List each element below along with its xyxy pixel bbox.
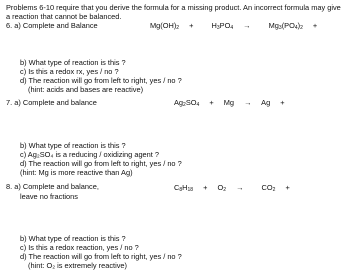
p8-plus: + <box>203 183 208 192</box>
problem-7-hint: (hint: Mg is more reactive than Ag) <box>20 168 133 177</box>
intro-text: Problems 6-10 require that you derive the formula for a missing product. An incorrect formula may give a reaction that cannot be balanced. <box>6 3 341 21</box>
p6-plus-2: + <box>312 21 318 30</box>
problem-8-part-c: c) Is this a redox reaction, yes / no ? <box>20 243 139 252</box>
p6-reactant-1: $Mg(OH)_2$ <box>150 21 180 31</box>
p7-reactant-2: Mg <box>223 98 235 107</box>
problem-8-equation <box>174 183 290 192</box>
problem-8-part-d: d) The reaction will go from left to right, yes / no ? <box>20 252 182 261</box>
p8-product-1: $CO_2$ <box>261 183 276 193</box>
p8-reactant-2: $O_2$ <box>217 183 227 193</box>
p8-arrow: → <box>236 183 244 192</box>
p6-product-1: $Mg_3(PO_4)_2$ <box>268 21 303 31</box>
problem-6-hint: (hint: acids and bases are reactive) <box>28 85 144 94</box>
problem-6-part-d: d) The reaction will go from left to right, yes / no ? <box>20 76 182 85</box>
problem-8-number: 8. <box>6 182 13 191</box>
p7-plus: + <box>209 98 214 107</box>
problem-7-part-a <box>6 98 97 107</box>
problem-7-part-b: b) What type of reaction is this ? <box>20 141 126 150</box>
problem-6-part-a <box>6 21 98 30</box>
problem-8-part-b: b) What type of reaction is this ? <box>20 234 126 243</box>
problem-6-part-c: c) Is this a redox rx, yes / no ? <box>20 67 119 76</box>
problem-8-part-a <box>6 182 99 191</box>
problem-6-number: 6. <box>6 21 13 30</box>
problem-7-equation <box>174 98 285 107</box>
p6-reactant-2: $H_3PO_4$ <box>211 21 234 31</box>
problem-6-equation <box>150 21 317 30</box>
p8-reactant-1: $C_8H_{18}$ <box>174 183 194 193</box>
problem-7-part-d: d) The reaction will go from left to right, yes / no ? <box>20 159 182 168</box>
problem-8-a-continuation: leave no fractions <box>20 192 78 201</box>
problem-8-hint: (hint: O₂ is extremely reactive) <box>28 261 127 270</box>
problem-6-part-b: b) What type of reaction is this ? <box>20 58 126 67</box>
p7-arrow: → <box>244 98 252 107</box>
problem-6-a-label: a) Complete and Balance <box>14 21 98 30</box>
p8-plus-2: + <box>285 183 290 192</box>
problem-8-a-label: a) Complete and balance, <box>14 182 99 191</box>
problem-7-number: 7. <box>6 98 13 107</box>
p7-reactant-1: $Ag_2SO_4$ <box>174 98 200 108</box>
problem-7-part-c: c) Ag₂SO₄ is a reducing / oxidizing agent ? <box>20 150 159 159</box>
p7-product-1: Ag <box>261 98 271 107</box>
p6-arrow: → <box>243 21 251 30</box>
p6-plus: + <box>189 21 194 30</box>
problem-7-a-label: a) Complete and balance <box>14 98 97 107</box>
p7-plus-2: + <box>280 98 285 107</box>
